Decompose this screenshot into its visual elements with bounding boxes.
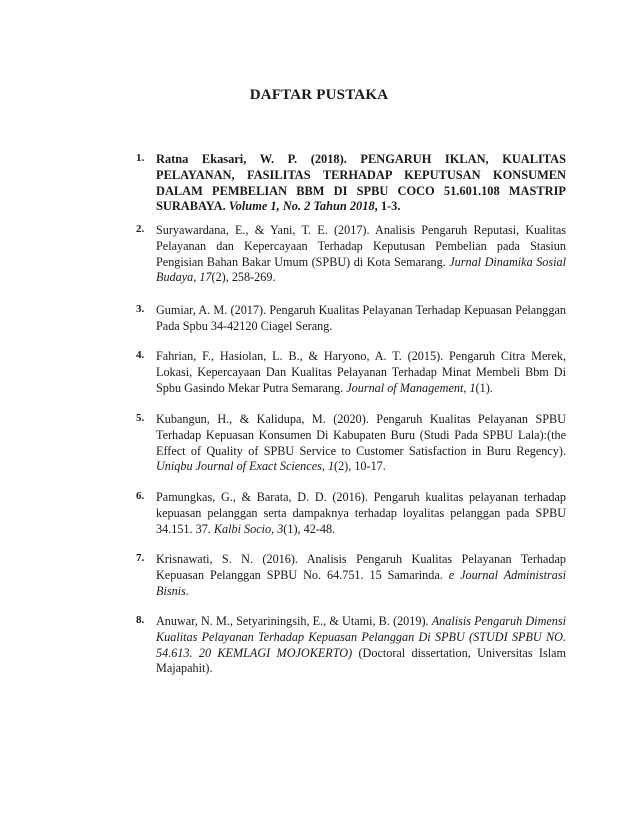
reference-journal: Journal of Management [346, 380, 464, 395]
reference-text: Anuwar, N. M., Setyariningsih, E., & Utami, B. (2019). Analisis Pengaruh Dimensi Kualitas Pelayanan Terhadap Kepuasan Pelanggan Di SPBU (STUDI SPBU NO. 54.613. 20 KEMLAGI MOJOKERTO) (Doctoral dissertation, Universitas Islam Majapahit). [156, 614, 566, 676]
reference-number: 5. [136, 412, 145, 424]
reference-number: 2. [136, 223, 145, 235]
reference-item [136, 490, 566, 537]
reference-item [136, 152, 566, 215]
reference-volume: 3 [277, 521, 284, 536]
page-title: DAFTAR PUSTAKA [249, 87, 389, 103]
reference-item [136, 223, 566, 286]
reference-text: Krisnawati, S. N. (2016). Analisis Pengaruh Kualitas Pelayanan Terhadap Kepuasan Pelanggan SPBU No. 64.751. 15 Samarinda. e Journal Administrasi Bisnis. [156, 552, 566, 598]
reference-journal: e Journal Administrasi Bisnis [156, 567, 566, 598]
reference-text: Ratna Ekasari, W. P. (2018). PENGARUH IKLAN, KUALITAS PELAYANAN, FASILITAS TERHADAP KEPUTUSAN KONSUMEN DALAM PEMBELIAN BBM DI SPBU COCO 51.601.108 MASTRIP SURABAYA. Volume 1, No. 2 Tahun 2018, 1-3. [156, 152, 566, 214]
reference-item [136, 614, 566, 677]
reference-number: 3. [136, 303, 145, 315]
reference-text: Gumiar, A. M. (2017). Pengaruh Kualitas Pelayanan Terhadap Kepuasan Pelanggan Pada Spbu 34-42120 Ciagel Serang. [156, 303, 566, 333]
reference-volume: 17 [199, 270, 212, 285]
reference-text: Pamungkas, G., & Barata, D. D. (2016). Pengaruh kualitas pelayanan terhadap kepuasan pelanggan serta dampaknya terhadap loyalitas pelanggan pada SPBU 34.151. 37. Kalbi Socio, 3(1), 42-48. [156, 490, 566, 536]
reference-text: Fahrian, F., Hasiolan, L. B., & Haryono, A. T. (2015). Pengaruh Citra Merek, Lokasi, Kepercayaan Dan Kualitas Pelayanan Terhadap Minat Membeli Bbm Di Spbu Gasindo Mekar Putra Semarang. Journal of Management, 1(1). [156, 349, 566, 395]
reference-number: 8. [136, 614, 145, 626]
reference-volume: 1 [327, 459, 335, 474]
reference-item [136, 552, 566, 599]
reference-journal: Kalbi Socio [213, 521, 272, 536]
reference-number: 7. [136, 552, 145, 564]
reference-number: 1. [136, 152, 145, 164]
reference-journal: Analisis Pengaruh Dimensi Kualitas Pelayanan Terhadap Kepuasan Pelanggan Di SPBU (STUDI SPBU NO. 54.613. 20 KEMLAGI MOJOKERTO) [156, 614, 566, 660]
reference-text: Kubangun, H., & Kalidupa, M. (2020). Pengaruh Kualitas Pelayanan SPBU Terhadap Kepuasan Konsumen Di Kabupaten Buru (Studi Pada SPBU Lala):(the Effect of Quality of SPBU Service to Customer Satisfaction in Buru Regency). Uniqbu Journal of Exact Sciences, 1(2), 10-17. [156, 412, 566, 474]
reference-item [136, 412, 566, 475]
reference-journal: Jurnal Dinamika Sosial Budaya [156, 254, 566, 285]
reference-number: 6. [136, 490, 145, 502]
reference-text: Suryawardana, E., & Yani, T. E. (2017). Analisis Pengaruh Reputasi, Kualitas Pelayanan dan Kepercayaan Terhadap Keputusan Pembelian pada Stasiun Pengisian Bahan Bakar Umum (SPBU) di Kota Semarang. Jurnal Dinamika Sosial Budaya, 17(2), 258-269. [156, 223, 566, 285]
reference-journal: Volume 1, No. 2 Tahun 2018 [228, 199, 375, 214]
reference-number: 4. [136, 349, 145, 361]
reference-item [136, 303, 566, 335]
reference-journal: Uniqbu Journal of Exact Sciences [156, 459, 322, 474]
reference-volume: 1 [469, 380, 476, 395]
reference-item [136, 349, 566, 396]
